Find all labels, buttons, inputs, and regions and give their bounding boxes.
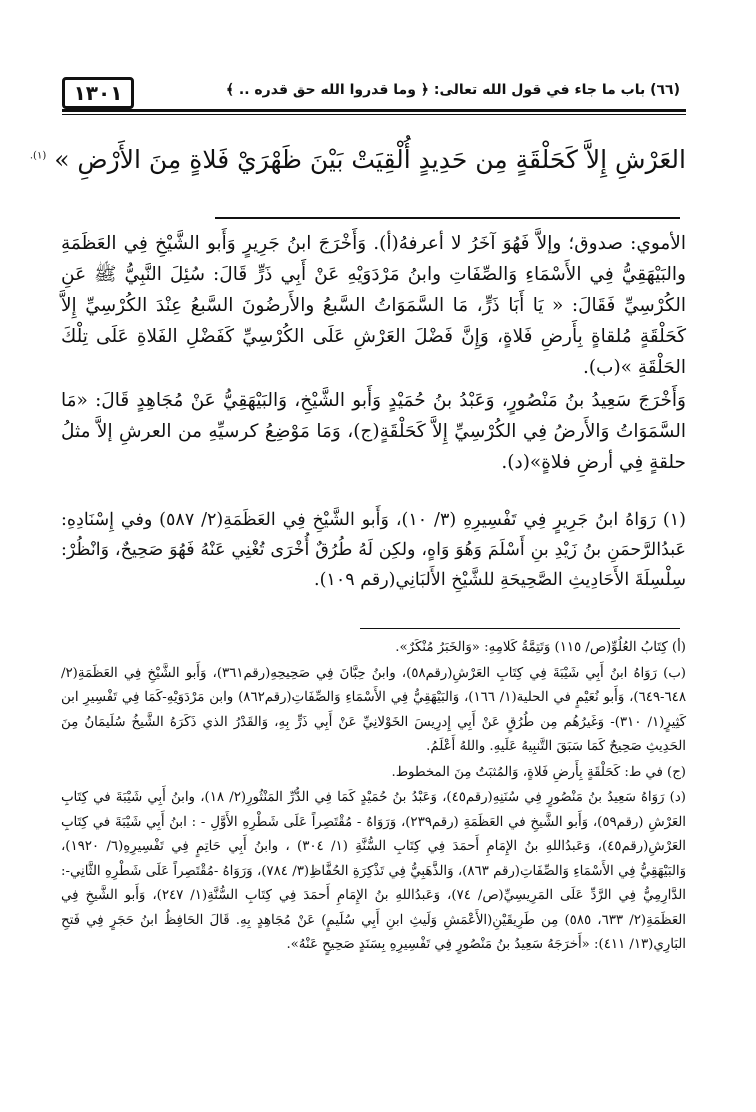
page-number: ١٣٠١ <box>62 77 134 109</box>
footnote-item: (أ) كِتَابُ العُلُوِّ(ص/ ١١٥) وَتَتِمَّةُ كَلامِهِ: «وَالخَبَرُ مُنْكَرٌ». <box>395 640 686 655</box>
footnote-separator <box>360 628 680 629</box>
header-rule-thin <box>62 114 686 115</box>
inline-footnote <box>61 505 686 595</box>
footnote-item: (ب) رَوَاهُ ابنُ أَبِي شَيْبَةَ فِي كِتَابِ العَرْشِ(رقم٥٨)، وابنُ حِبَّانَ فِي صَحِيحِهِ(رقم٣٦١)، وَأَبو الشَّيْخِ فِي العَظَمَةِ(٢/ ٦٤٨-٦٤٩)، وَأَبو نُعَيْمٍ في الحلية(١/ ١٦٦)، وَالبَيْهَقِيُّ فِي الأَسْمَاءِ وَالصِّفَاتِ(رقم٨٦٢) وابن مَرْدَوَيْهِ-كَمَا فِي تَفْسِيرِ ابن كَثِيرٍ(١/ ٣١٠)- وَغَيرُهُم مِن طُرُقٍ عَنْ أَبِي إِدرِيسَ الخَوْلانِيِّ عَنْ أَبِي ذَرٍّ بِهِ، وَالقَدْرُ الذي ذَكَرَهُ الشَّيخُ سُلَيمَانُ مِنَ الحَدِيثِ صَحِيحٌ كَمَا سَبَقَ التَّنبِيهُ عَلَيهِ. واللهُ أَعْلَمُ. <box>61 665 686 754</box>
footnote-mark: (١). <box>29 150 47 162</box>
header-rule <box>62 109 686 112</box>
main-paragraph: الأموي: صدوق؛ وإلاَّ فَهُوَ آخَرُ لا أعرفهُ(أ). وَأَخْرَجَ ابنُ جَرِيرٍ وَأَبو الشَّيْخِ فِي العَظَمَةِ والبَيْهَقِيُّ فِي الأَسْمَاءِ وَالصِّفَاتِ وابنُ مَرْدَوَيْهِ عَنْ أَبِي ذَرٍّ قَالَ: سُئِلَ النَّبِيُّ ﷺ عَنِ الكُرْسِيِّ فَقَالَ: « يَا أَبَا ذَرٍّ، مَا السَّمَوَاتُ السَّبعُ والأَرضُونَ السَّبعُ عِنْدَ الكُرْسِيِّ إِلاَّ كَحَلْقَةٍ مُلقاةٍ بِأَرضِ فَلاةٍ، وَإِنَّ فَضْلَ العَرْشِ عَلَى الكُرْسِيِّ كَفَضْلِ الفَلاةِ عَلَى تِلْكَ الحَلْقَةِ »(ب). <box>61 233 686 378</box>
footnote-item: (د) رَوَاهُ سَعِيدُ بنُ مَنْصُورٍ فِي سُنَنِهِ(رقم٤٥)، وَعَبْدُ بنُ حُمَيْدٍ كَمَا فِي الدُّرِّ المَنْثُورِ(٢/ ١٨)، وابنُ أَبِي شَيْبَةَ في كِتَابِ العَرْشِ (رقم٥٩)، وَأَبو الشَّيخِ في العَظَمَةِ (رقم٢٣٩)، وَرَوَاهُ - مُقْتَصِراً عَلَى شَطْرِهِ الأَوَّلِ - : ابنُ أَبِي شَيْبَةَ في كِتَابِ العَرْشِ(رقم٤٥)، وَعَبدُاللهِ بنُ الإِمَامِ أَحمَدَ فِي كِتَابِ السُّنَّةِ (١/ ٣٠٤) ، وابنُ أَبِي حَاتِمٍ فِي تَفْسِيرِهِ(٦/ ١٩٢٠)، وَالبَيْهَقِيُّ فِي الأَسْمَاءِ وَالصِّفَاتِ(رقم ٨٦٣)، وَالذَّهَبِيُّ فِي تَذْكِرَةِ الحُفَّاظِ(٣/ ٧٨٤)، وَرَوَاهُ -مُقْتَصِراً عَلَى شَطْرِهِ الثَّانِي-: الدَّارِمِيُّ فِي الرَّدِّ عَلَى المَرِيسِيِّ(ص/ ٧٤)، وَعَبدُاللهِ بنُ الإِمَامِ أَحمَدَ فِي كِتَابِ السُّنَّةِ(١/ ٢٤٧)، وَأَبو الشَّيخِ فِي العَظَمَةِ(٢/ ٦٣٣، ٥٨٥) مِن طَرِيقَيْنِ(الأَعْمَشِ وَلَيثِ ابنِ أَبِي سُلَيمٍ) عَنْ مُجَاهِدٍ بِهِ. قَالَ الحَافِظُ ابنُ حَجَرٍ فِي فَتحِ البَارِي(١٣/ ٤١١): «أَخرَجَهُ سَعِيدُ بنُ مَنْصُورٍ فِي تَفْسِيرِهِ بِسَنَدٍ صَحِيحٍ عَنْهُ». <box>61 790 686 952</box>
main-text <box>61 228 686 480</box>
page-header <box>62 75 686 115</box>
running-title: (٦٦) باب ما جاء في قول الله تعالى: ﴿ وما قدروا الله حق قدره .. ﴾ <box>225 82 680 98</box>
separator-rule <box>215 217 680 219</box>
hadith-continuation-text: العَرْشِ إِلاَّ كَحَلْقَةٍ مِن حَدِيدٍ أُلْقِيَتْ بَيْنَ ظَهْرَيْ فَلاةٍ مِنَ الأَرْضِ » <box>54 145 686 174</box>
hadith-continuation <box>29 140 686 180</box>
inline-footnote-text: (١) رَوَاهُ ابنُ جَرِيرٍ فِي تَفْسِيرِهِ (٣/ ١٠)، وَأَبو الشَّيْخِ فِي العَظَمَةِ(٢/ ٥٨٧) وفي إِسْنَادِهِ: عَبدُالرَّحمَنِ بنُ زَيْدِ بنِ أَسْلَمَ وَهُوَ وَاهٍ، ولكِن لَهُ طُرُقٌ أُخْرَى تُغْنِي عَنْهُ فَهُوَ صَحِيحٌ، وَانْظُرْ: سِلْسِلَةَ الأَحَادِيثِ الصَّحِيحَةِ للشَّيْخِ الأَلبَانِي(رقم ١٠٩). <box>61 510 686 590</box>
main-paragraph: وَأَخْرَجَ سَعِيدُ بنُ مَنْصُورٍ، وَعَبْدُ بنُ حُمَيْدٍ وَأَبو الشَّيْخِ، وَالبَيْهَقِيُّ عَنْ مُجَاهِدٍ قَالَ: «مَا السَّمَوَاتُ وَالأَرضُ فِي الكُرْسِيِّ إِلاَّ كَحَلْقَةٍ(ج)، وَمَا مَوْضِعُ كرسيِّهِ من العرشِ إلاَّ مثلُ حلقةٍ فِي أرضِ فلاةٍ»(د). <box>61 390 686 473</box>
footnotes <box>61 636 686 959</box>
footnote-item: (ج) في ط: كَحَلْقَةٍ بِأَرضِ فَلاةٍ، وَالمُثبَتُ مِنَ المخطوط. <box>391 764 686 780</box>
